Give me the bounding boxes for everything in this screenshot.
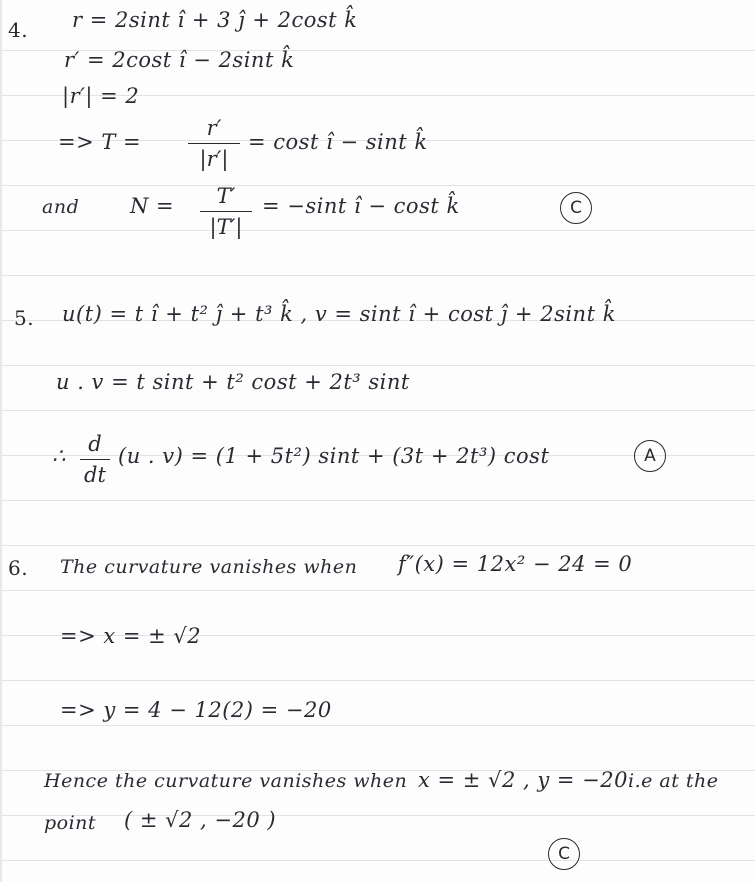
q4-fraction-N-numerator: T′ — [216, 184, 236, 208]
q4-line-N-rhs: = −sint î − cost k̂ — [262, 194, 460, 218]
fraction-bar — [200, 211, 252, 212]
q6-answer-circle: C — [548, 838, 580, 870]
q4-fraction-N-denominator: |T′| — [209, 215, 243, 239]
q4-and-word: and — [42, 196, 80, 218]
margin-line — [0, 0, 2, 882]
q4-fraction-T-numerator: r′ — [206, 116, 222, 140]
q5-line-result: (u . v) = (1 + 5t²) sint + (3t + 2t³) cost — [118, 444, 550, 468]
q4-fraction-T — [188, 118, 240, 170]
q4-fraction-T-denominator: |r′| — [199, 147, 229, 171]
q4-line-N-lhs: N = — [130, 194, 175, 218]
q4-line-T-lhs: => T = — [58, 130, 142, 154]
q4-line-T-rhs: = cost î − sint k̂ — [248, 130, 428, 154]
q4-line-magnitude: |r′| = 2 — [62, 84, 140, 108]
q5-answer-circle: A — [634, 440, 666, 472]
q5-line-dot: u . v = t sint + t² cost + 2t³ sint — [56, 370, 410, 394]
q6-line4-math: x = ± √2 , y = −20 — [418, 768, 628, 792]
q6-line4-text: Hence the curvature vanishes when — [44, 770, 408, 792]
q6-line1-math: f″(x) = 12x² − 24 = 0 — [398, 552, 633, 576]
q6-line5-math: ( ± √2 , −20 ) — [124, 808, 277, 832]
q5-derivative — [80, 434, 110, 486]
q5-therefore: ∴ — [52, 444, 66, 468]
q6-line-y: => y = 4 − 12(2) = −20 — [60, 698, 332, 722]
q6-line5-text: point — [44, 812, 97, 834]
q4-answer-circle: C — [560, 192, 592, 224]
q6-line-x: => x = ± √2 — [60, 624, 202, 648]
q5-number: 5. — [14, 306, 35, 330]
q4-line-r-prime: r′ = 2cost î − 2sint k̂ — [64, 48, 295, 72]
q5-derivative-numerator: d — [88, 432, 102, 456]
q5-line-uv: u(t) = t î + t² ĵ + t³ k̂ , v = sint î + cost ĵ + 2sint k̂ — [62, 302, 616, 326]
fraction-bar — [188, 143, 240, 144]
q4-number: 4. — [8, 18, 29, 42]
fraction-bar — [80, 459, 110, 460]
q6-line1-text: The curvature vanishes when — [60, 556, 358, 578]
q6-line4-tail: i.e at the — [628, 770, 719, 792]
q4-fraction-N — [200, 186, 252, 238]
q6-number: 6. — [8, 556, 29, 580]
q4-line-r: r = 2sint î + 3 ĵ + 2cost k̂ — [72, 8, 358, 32]
q5-derivative-denominator: dt — [84, 463, 106, 487]
